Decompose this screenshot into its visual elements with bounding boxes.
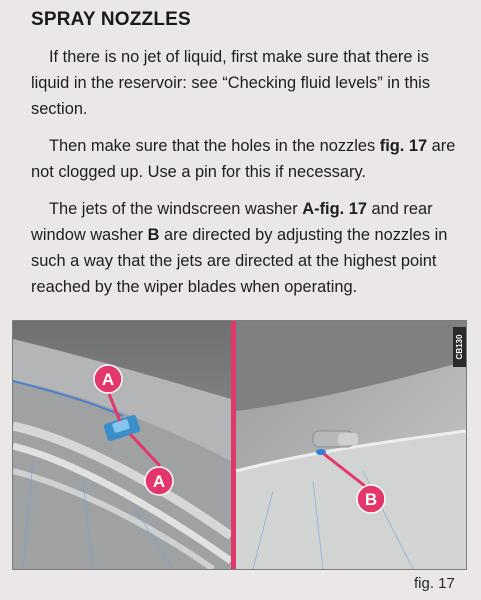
- paragraph-3-text-c: are directed by adjusting the nozzles in such a way that the jets are directed at the highest point reached by the wiper blades when operating.: [31, 226, 448, 296]
- paragraph-check-reservoir: [31, 44, 463, 122]
- left-panel-windscreen: [13, 321, 231, 569]
- paragraph-3-text-a: The jets of the windscreen washer: [49, 200, 303, 218]
- panel-divider: [231, 321, 236, 569]
- figure-reference: fig. 17: [379, 137, 428, 155]
- callout-a-upper: A: [101, 370, 115, 389]
- paragraph-1-text: If there is no jet of liquid, first make sure that there is liquid in the reservoir: see “Checking fluid levels” in this section.: [31, 48, 431, 118]
- figure-reference-b: B: [147, 226, 160, 244]
- right-panel-rear-window: [236, 321, 466, 569]
- paragraph-check-holes: [31, 133, 463, 185]
- figure-caption: fig. 17: [414, 575, 455, 592]
- figure-17-illustration: [12, 320, 467, 570]
- section-heading: SPRAY NOZZLES: [31, 9, 191, 30]
- paragraph-3-text-b: and rear window washer: [31, 200, 433, 244]
- callout-a-lower: A: [152, 472, 166, 491]
- paragraph-2-text-b: are not clogged up. Use a pin for this if necessary.: [31, 137, 456, 181]
- figure-reference-a: A-fig. 17: [302, 200, 367, 218]
- paragraph-adjust-jets: [31, 196, 463, 300]
- callout-b: B: [364, 490, 378, 509]
- paragraph-2-text-a: Then make sure that the holes in the nozzles: [49, 137, 380, 155]
- figure-code: CB130: [455, 334, 464, 360]
